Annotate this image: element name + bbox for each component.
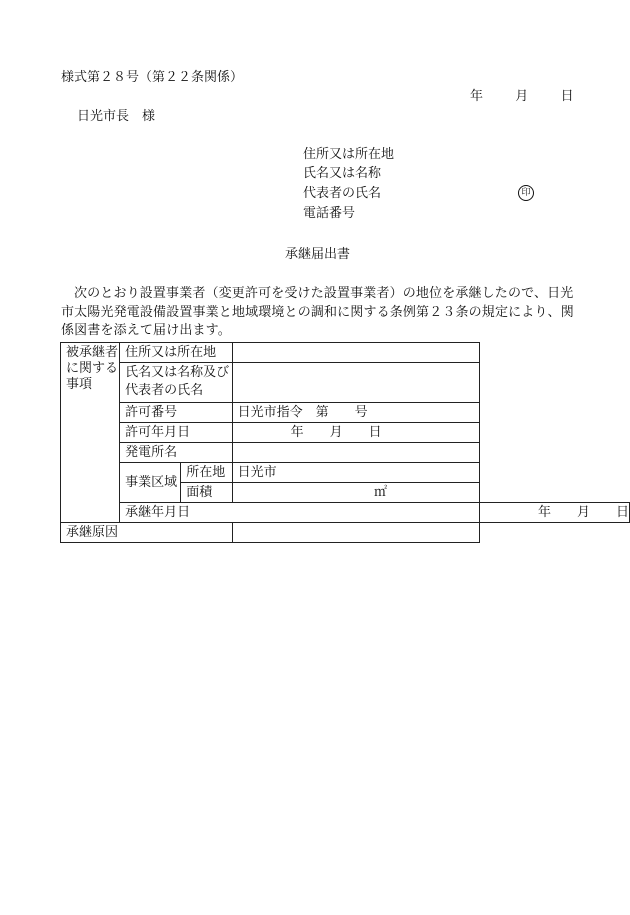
addressee: 日光市長 様 bbox=[77, 109, 156, 124]
table-row bbox=[61, 443, 630, 463]
succession-date-label: 承継年月日 bbox=[120, 503, 480, 523]
square-meter-unit: ㎡ bbox=[373, 484, 387, 500]
size-value[interactable] bbox=[232, 483, 479, 503]
date-day-label: 日 bbox=[560, 89, 574, 104]
table-row bbox=[61, 503, 630, 523]
table-row bbox=[61, 423, 630, 443]
name-value[interactable] bbox=[232, 363, 479, 403]
succession-reason-value[interactable] bbox=[232, 523, 479, 543]
applicant-address-label: 住所又は所在地 bbox=[303, 147, 395, 162]
table-row bbox=[61, 363, 630, 403]
address-value[interactable] bbox=[232, 343, 479, 363]
table-row bbox=[61, 463, 630, 483]
seal-mark: 印 bbox=[518, 185, 534, 201]
area-label: 事業区域 bbox=[120, 463, 181, 503]
table-row bbox=[61, 403, 630, 423]
succession-reason-label: 承継原因 bbox=[61, 523, 233, 543]
location-value[interactable]: 日光市 bbox=[232, 463, 479, 483]
document-title: 承継届出書 bbox=[285, 247, 351, 262]
date-year-label: 年 bbox=[470, 89, 484, 104]
submission-date bbox=[470, 89, 574, 105]
permit-date-value[interactable]: 年 月 日 bbox=[232, 423, 479, 443]
table-row bbox=[61, 343, 630, 363]
permit-number-value[interactable]: 日光市指令 第 号 bbox=[232, 403, 479, 423]
location-label: 所在地 bbox=[181, 463, 232, 483]
applicant-name-label: 氏名又は名称 bbox=[303, 166, 382, 181]
permit-date-label: 許可年月日 bbox=[120, 423, 233, 443]
size-label: 面積 bbox=[181, 483, 232, 503]
name-label: 氏名又は名称及び代表者の氏名 bbox=[120, 363, 233, 403]
date-month-label: 月 bbox=[515, 89, 529, 104]
table-row bbox=[61, 523, 630, 543]
form-number: 様式第２８号（第２２条関係） bbox=[61, 70, 244, 85]
succession-date-value[interactable]: 年 月 日 bbox=[479, 503, 629, 523]
address-label: 住所又は所在地 bbox=[120, 343, 233, 363]
plant-name-value[interactable] bbox=[232, 443, 479, 463]
applicant-representative-label: 代表者の氏名 bbox=[303, 186, 382, 201]
predecessor-label: 被承継者に関する事項 bbox=[61, 343, 120, 523]
permit-number-label: 許可番号 bbox=[120, 403, 233, 423]
succession-table bbox=[60, 342, 630, 543]
body-paragraph: 次のとおり設置事業者（変更許可を受けた設置事業者）の地位を承継したので、日光市太陽光発電設備設置事業と地域環境との調和に関する条例第２３条の規定により、関係図書を添えて届け出ます。 bbox=[61, 286, 574, 338]
applicant-phone-label: 電話番号 bbox=[303, 206, 356, 221]
plant-name-label: 発電所名 bbox=[120, 443, 233, 463]
